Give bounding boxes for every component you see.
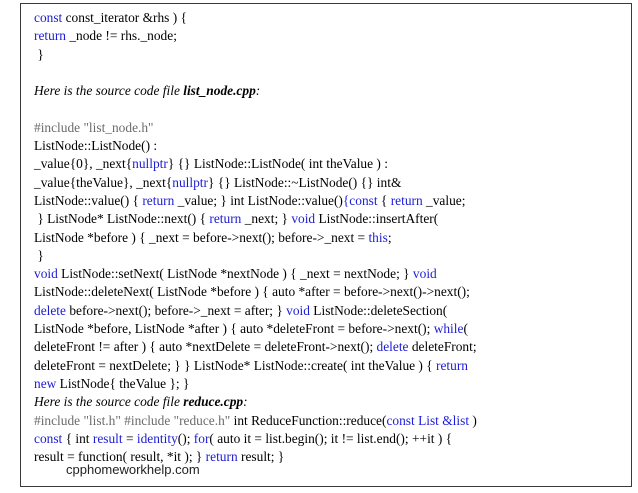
code-line xyxy=(34,155,624,173)
code-line xyxy=(34,82,624,100)
code-token: } ListNode* ListNode::next() { xyxy=(34,211,210,227)
code-token: int ReduceFunction::reduce( xyxy=(230,412,387,428)
code-token: before->next(); before->_next = after; } xyxy=(65,302,287,318)
code-token: deleteFront = nextDelete; } } ListNode* ListNode::create( int theValue ) { xyxy=(34,357,437,373)
code-line xyxy=(34,302,624,320)
code-token: _value{theValue}, _next{ xyxy=(34,174,173,190)
code-token: _node != rhs._node; xyxy=(65,28,177,44)
code-line xyxy=(34,229,624,247)
code-token: deleteFront; xyxy=(408,339,477,355)
code-token: _value{0}, _next{ xyxy=(34,156,133,172)
code-token: ListNode::deleteNext( ListNode *before ) { auto *after = before->next()->next(); xyxy=(34,284,470,300)
code-token: ListNode::insertAfter( xyxy=(315,211,439,227)
code-token: ListNode::setNext( ListNode *nextNode ) { _next = nextNode; } xyxy=(57,266,413,282)
code-token: void xyxy=(412,266,437,282)
footer-website: cpphomeworkhelp.com xyxy=(66,462,200,477)
code-token: : xyxy=(243,394,248,410)
code-token: return xyxy=(390,192,423,208)
code-token: ListNode::deleteSection( xyxy=(309,302,448,318)
code-token: void xyxy=(34,266,58,282)
code-line xyxy=(34,9,624,27)
code-line xyxy=(34,338,624,356)
code-token: ; xyxy=(387,229,392,245)
code-line xyxy=(34,283,624,301)
code-token: = xyxy=(122,430,137,446)
code-token: (); xyxy=(177,430,194,446)
code-token: _next; } xyxy=(241,211,292,227)
code-token: reduce.cpp xyxy=(183,394,244,410)
code-token: #include "list_node.h" xyxy=(34,119,154,135)
code-token: delete xyxy=(376,339,409,355)
code-token: #include "list.h" #include "reduce.h" xyxy=(34,412,231,428)
code-token: {const xyxy=(342,192,378,208)
code-token: ) xyxy=(469,412,477,428)
code-line xyxy=(34,100,624,118)
code-token: result = function( result, *it ); } xyxy=(34,449,206,465)
code-token: ListNode::value() { xyxy=(34,192,143,208)
code-token: void xyxy=(291,211,316,227)
code-token: ( xyxy=(463,321,468,337)
code-token: const List &list xyxy=(386,412,470,428)
code-token: : xyxy=(255,83,261,99)
code-token: ListNode{ theValue }; } xyxy=(56,375,190,391)
code-token: ( auto it = list.begin(); it != list.end(); ++it ) { xyxy=(209,430,453,446)
code-line xyxy=(34,64,624,82)
code-token: ListNode *before ) { _next = before->next(); before->_next = xyxy=(34,229,369,245)
code-line xyxy=(34,393,624,411)
code-token: void xyxy=(286,302,310,318)
code-line xyxy=(34,119,624,137)
code-line xyxy=(34,375,624,393)
code-token: return xyxy=(205,449,238,465)
code-listing xyxy=(34,9,624,466)
code-token: ListNode::ListNode() : xyxy=(34,138,158,154)
code-line xyxy=(34,174,624,192)
code-token: deleteFront != after ) { auto *nextDelete = deleteFront->next(); xyxy=(34,339,377,355)
code-token: this xyxy=(368,229,388,245)
code-line xyxy=(34,412,624,430)
code-token: { xyxy=(377,192,391,208)
code-token: Here is the source code file xyxy=(34,83,184,99)
code-token: ListNode *before, ListNode *after ) { auto *deleteFront = before->next(); xyxy=(34,321,434,337)
code-token: return xyxy=(209,211,242,227)
code-line xyxy=(34,265,624,283)
code-line xyxy=(34,46,624,64)
code-token: list_node.cpp xyxy=(183,83,256,99)
code-token: } {} ListNode::~ListNode() {} int& xyxy=(208,174,402,190)
code-token: for xyxy=(193,430,210,446)
code-line xyxy=(34,320,624,338)
code-line xyxy=(34,27,624,45)
code-token: identity xyxy=(136,430,178,446)
code-token: new xyxy=(34,375,57,391)
code-line xyxy=(34,192,624,210)
code-token: delete xyxy=(34,302,66,318)
code-token: result; } xyxy=(237,449,285,465)
code-token: while xyxy=(433,321,464,337)
code-token: nullptr xyxy=(132,156,168,172)
code-token: _value; xyxy=(422,192,466,208)
code-line xyxy=(34,357,624,375)
code-token: const_iterator &rhs ) { xyxy=(62,10,187,25)
code-token: const xyxy=(34,10,63,25)
code-line xyxy=(34,430,624,448)
code-token: nullptr xyxy=(172,174,208,190)
code-token: result xyxy=(92,430,123,446)
code-token: return xyxy=(142,192,175,208)
code-token: Here is the source code file xyxy=(34,394,184,410)
code-line xyxy=(34,210,624,228)
code-token: _value; } int ListNode::value() xyxy=(174,192,343,208)
code-token: { int xyxy=(62,430,93,446)
code-line xyxy=(34,247,624,265)
code-line xyxy=(34,137,624,155)
code-token: } {} ListNode::ListNode( int theValue ) : xyxy=(167,156,388,172)
code-token: return xyxy=(436,357,469,373)
code-token: const xyxy=(34,430,63,446)
code-token: } xyxy=(34,46,44,62)
code-token: return xyxy=(34,28,66,44)
code-token: } xyxy=(34,247,44,263)
